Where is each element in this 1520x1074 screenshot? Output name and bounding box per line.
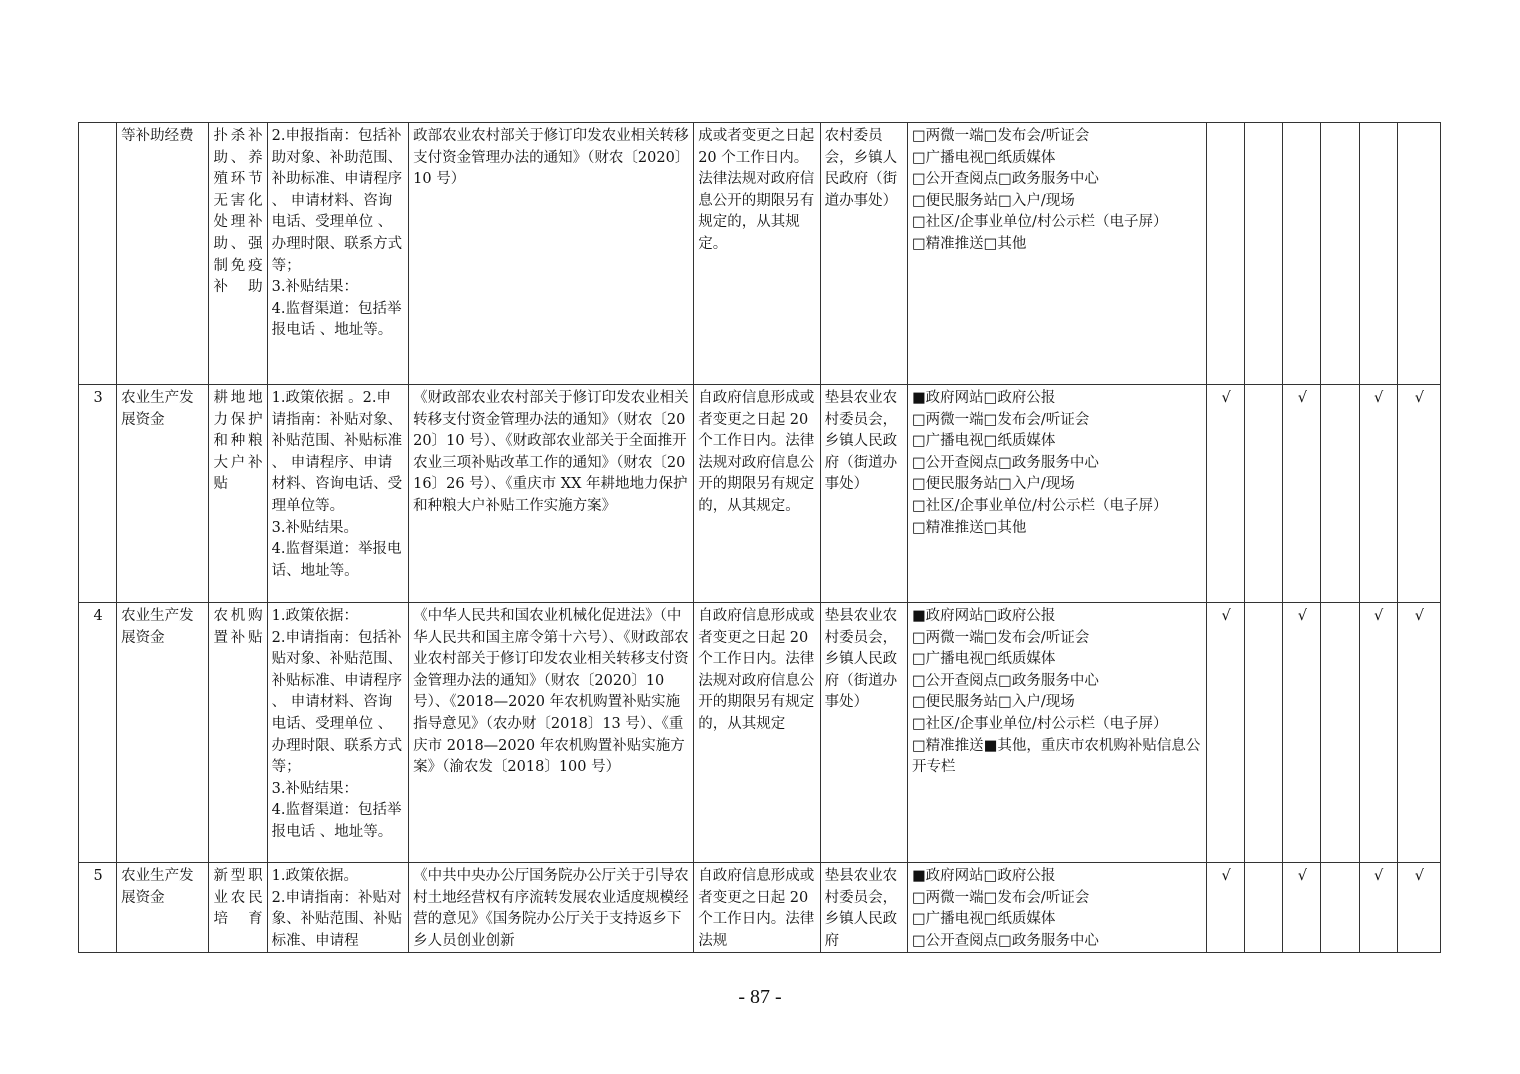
content-cell bbox=[267, 123, 409, 385]
category-cell: 农业生产发展资金 bbox=[117, 603, 209, 863]
channels-cell bbox=[907, 123, 1206, 385]
check-cell bbox=[1321, 385, 1359, 603]
channels-cell-line: □社区/企事业单位/村公示栏（电子屏） bbox=[911, 497, 1168, 514]
check-cell bbox=[1245, 385, 1283, 603]
check-cell: √ bbox=[1283, 603, 1321, 863]
check-cell: √ bbox=[1397, 863, 1440, 953]
subject-cell: 垫县农业农村委员会，乡镇人民政府（街道办事处） bbox=[820, 603, 907, 863]
check-cell bbox=[1321, 603, 1359, 863]
channels-cell-line: □广播电视□纸质媒体 bbox=[911, 149, 1056, 166]
item-cell: 农机购置补贴 bbox=[209, 603, 267, 863]
disclosure-table bbox=[78, 122, 1441, 953]
table-body bbox=[79, 123, 1441, 953]
item-cell: 新型职业农民培育 bbox=[209, 863, 267, 953]
time-limit-cell: 自政府信息形成或者变更之日起 20 个工作日内。法律法规对政府信息公开的期限另有规定的，从其规定 bbox=[694, 603, 820, 863]
basis-cell: 政部农业农村部关于修订印发农业相关转移支付资金管理办法的通知》（财农〔2020〕10 号） bbox=[409, 123, 694, 385]
page-number: - 87 - bbox=[738, 986, 782, 1008]
check-cell: √ bbox=[1283, 863, 1321, 953]
check-cell: √ bbox=[1359, 385, 1397, 603]
channels-cell-line: □精准推送□其他 bbox=[911, 235, 1027, 252]
check-cell: √ bbox=[1207, 385, 1245, 603]
time-limit-cell: 自政府信息形成或者变更之日起 20 个工作日内。法律法规 bbox=[694, 863, 820, 953]
item-cell: 扑杀补助、养殖环节无害化处理补助、强制免疫补助 bbox=[209, 123, 267, 385]
content-cell-line: 4.监督渠道：包括举报电话 、地址等。 bbox=[271, 802, 402, 840]
channels-cell bbox=[907, 603, 1206, 863]
basis-cell: 《中华人民共和国农业机械化促进法》（中华人民共和国主席令第十六号）、《财政部农业农村部关于修订印发农业相关转移支付资金管理办法的通知》（财农〔2020〕10 号）、《2018—2020 年农机购置补贴实施指导意见》（农办财〔2018〕13 号）、《重庆市 2018—2020 年农机购置补贴实施方案》（渝农发〔2018〕100 号） bbox=[409, 603, 694, 863]
category-cell: 农业生产发展资金 bbox=[117, 385, 209, 603]
content-cell-line: 3.补贴结果。 bbox=[271, 519, 358, 536]
channels-cell-line: □便民服务站□入户/现场 bbox=[911, 192, 1075, 209]
check-cell: √ bbox=[1397, 603, 1440, 863]
channels-cell-line: □两微一端□发布会/听证会 bbox=[911, 889, 1090, 906]
check-cell bbox=[1321, 863, 1359, 953]
check-cell bbox=[1321, 123, 1359, 385]
content-cell bbox=[267, 863, 409, 953]
content-cell bbox=[267, 603, 409, 863]
channels-cell-line: □两微一端□发布会/听证会 bbox=[911, 411, 1090, 428]
check-cell bbox=[1397, 123, 1440, 385]
check-cell: √ bbox=[1207, 863, 1245, 953]
channels-cell-line: □两微一端□发布会/听证会 bbox=[911, 128, 1090, 144]
table-row bbox=[79, 603, 1441, 863]
check-cell: √ bbox=[1359, 863, 1397, 953]
channels-cell bbox=[907, 863, 1206, 953]
content-cell-line: 3.补贴结果： bbox=[271, 780, 358, 797]
content-cell-line: 3.补贴结果： bbox=[271, 279, 358, 296]
row-number: 5 bbox=[79, 863, 117, 953]
channels-cell-line: □广播电视□纸质媒体 bbox=[911, 651, 1056, 668]
table-row bbox=[79, 123, 1441, 385]
subject-cell: 农村委员会，乡镇人民政府（街道办事处） bbox=[820, 123, 907, 385]
content-cell-line: 1.政策依据。 bbox=[271, 868, 358, 884]
channels-cell-line: □广播电视□纸质媒体 bbox=[911, 433, 1056, 450]
check-cell: √ bbox=[1283, 385, 1321, 603]
channels-cell-line: □社区/企事业单位/村公示栏（电子屏） bbox=[911, 715, 1168, 732]
channels-cell-line: ■政府网站□政府公报 bbox=[911, 868, 1056, 884]
channels-cell-line: □公开查阅点□政务服务中心 bbox=[911, 454, 1099, 471]
subject-cell: 垫县农业农村委员会，乡镇人民政府 bbox=[820, 863, 907, 953]
channels-cell-line: □便民服务站□入户/现场 bbox=[911, 476, 1075, 493]
content-cell-line: 4.监督渠道：包括举报电话 、地址等。 bbox=[271, 300, 402, 339]
subject-cell: 垫县农业农村委员会，乡镇人民政府（街道办事处） bbox=[820, 385, 907, 603]
time-limit-cell: 成或者变更之日起 20 个工作日内。法律法规对政府信息公开的期限另有规定的，从其规定。 bbox=[694, 123, 820, 385]
check-cell: √ bbox=[1359, 603, 1397, 863]
check-cell: √ bbox=[1207, 603, 1245, 863]
channels-cell-line: □公开查阅点□政务服务中心 bbox=[911, 932, 1099, 949]
check-cell bbox=[1245, 863, 1283, 953]
channels-cell-line: □精准推送□其他 bbox=[911, 519, 1027, 536]
channels-cell-line: □社区/企事业单位/村公示栏（电子屏） bbox=[911, 214, 1168, 231]
check-cell bbox=[1359, 123, 1397, 385]
channels-cell-line: □公开查阅点□政务服务中心 bbox=[911, 171, 1099, 188]
table-row bbox=[79, 863, 1441, 953]
row-number: 4 bbox=[79, 603, 117, 863]
table-row bbox=[79, 385, 1441, 603]
channels-cell-line: □便民服务站□入户/现场 bbox=[911, 694, 1075, 711]
basis-cell: 《财政部农业农村部关于修订印发农业相关转移支付资金管理办法的通知》（财农〔2020〕10 号）、《财政部农业部关于全面推开农业三项补贴改革工作的通知》（财农〔2016〕26 号）、《重庆市 XX 年耕地地力保护和种粮大户补贴工作实施方案》 bbox=[409, 385, 694, 603]
channels-cell-line: □两微一端□发布会/听证会 bbox=[911, 629, 1090, 646]
content-cell-line: 1.政策依据： bbox=[271, 608, 358, 624]
time-limit-cell: 自政府信息形成或者变更之日起 20 个工作日内。法律法规对政府信息公开的期限另有规定的，从其规定。 bbox=[694, 385, 820, 603]
row-number: 3 bbox=[79, 385, 117, 603]
channels-cell-line: ■政府网站□政府公报 bbox=[911, 390, 1056, 406]
item-cell: 耕地地力保护和种粮大户补贴 bbox=[209, 385, 267, 603]
category-cell: 农业生产发展资金 bbox=[117, 863, 209, 953]
basis-cell: 《中共中央办公厅国务院办公厅关于引导农村土地经营权有序流转发展农业适度规模经营的意见》《国务院办公厅关于支持返乡下乡人员创业创新 bbox=[409, 863, 694, 953]
row-number bbox=[79, 123, 117, 385]
content-cell-line: 2.申报指南：包括补助对象、补助范围、补助标准、申请程序 、 申请材料、咨询电话、受理单位 、办理时限、联系方式等； bbox=[271, 128, 403, 274]
check-cell bbox=[1283, 123, 1321, 385]
channels-cell bbox=[907, 385, 1206, 603]
check-cell bbox=[1207, 123, 1245, 385]
channels-cell-line: □广播电视□纸质媒体 bbox=[911, 911, 1056, 928]
check-cell: √ bbox=[1397, 385, 1440, 603]
content-cell bbox=[267, 385, 409, 603]
check-cell bbox=[1245, 603, 1283, 863]
content-cell-line: 1.政策依据 。2.申请指南：补贴对象、补贴范围、补贴标准 、 申请程序、申请材料、咨询电话、受理单位等。 bbox=[271, 390, 403, 514]
content-cell-line: 2.申请指南：包括补贴对象、补贴范围、补贴标准、申请程序 、 申请材料、咨询电话、受理单位 、办理时限、联系方式等； bbox=[271, 629, 403, 776]
channels-cell-line: □公开查阅点□政务服务中心 bbox=[911, 672, 1099, 689]
check-cell bbox=[1245, 123, 1283, 385]
content-cell-line: 4.监督渠道：举报电话、地址等。 bbox=[271, 541, 402, 579]
category-cell: 等补助经费 bbox=[117, 123, 209, 385]
channels-cell-line: □精准推送■其他，重庆市农机购补贴信息公开专栏 bbox=[911, 737, 1201, 776]
content-cell-line: 2.申请指南：补贴对象、补贴范围、补贴标准、申请程 bbox=[271, 889, 403, 949]
channels-cell-line: ■政府网站□政府公报 bbox=[911, 608, 1056, 624]
